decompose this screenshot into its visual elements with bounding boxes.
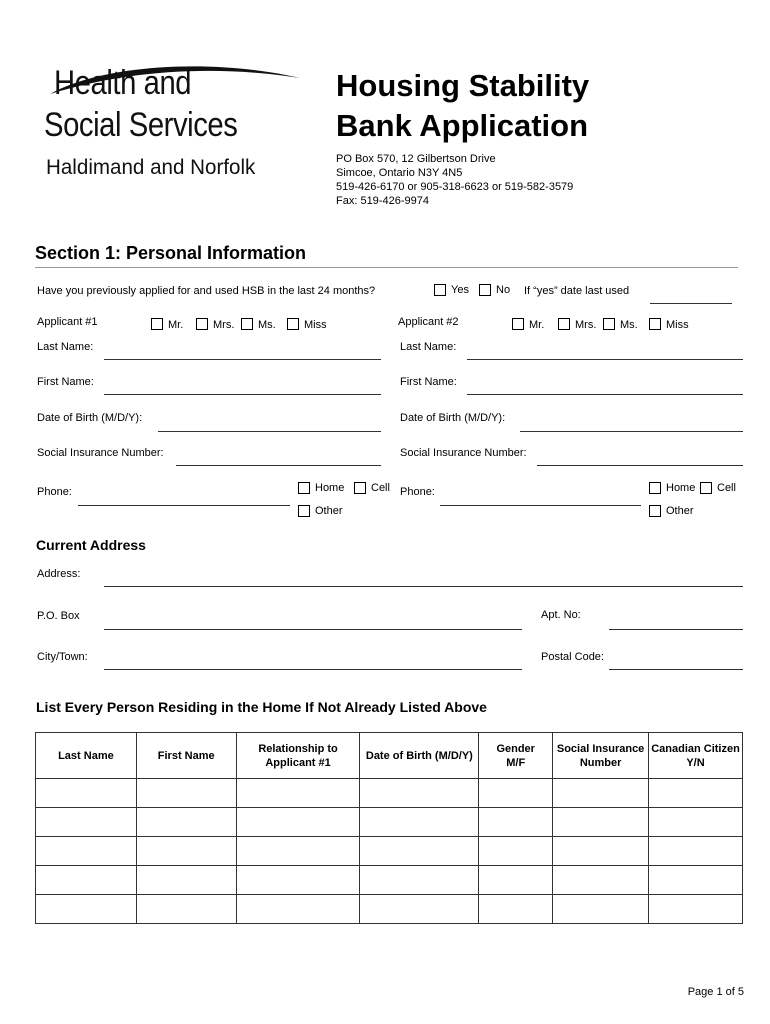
col-dob: Date of Birth (M/D/Y) xyxy=(360,733,479,779)
applicant-2-home-label: Home xyxy=(666,482,696,494)
applicant-2-ms-checkbox[interactable] xyxy=(603,318,615,330)
logo-line-2: Social Services xyxy=(44,106,238,144)
applicant-1-phone-label: Phone: xyxy=(37,486,72,498)
table-cell[interactable] xyxy=(360,779,479,808)
applicant-1-last-name-field[interactable] xyxy=(104,359,381,360)
table-cell[interactable] xyxy=(649,837,743,866)
postal-code-label: Postal Code: xyxy=(541,651,604,663)
col-citizen: Canadian Citizen Y/N xyxy=(649,733,743,779)
table-cell[interactable] xyxy=(136,779,236,808)
applicant-2-sin-field[interactable] xyxy=(537,465,743,466)
address-line-3: 519-426-6170 or 905-318-6623 or 519-582-3579 xyxy=(336,181,574,193)
city-town-label: City/Town: xyxy=(37,651,88,663)
applicant-1-ms-label: Ms. xyxy=(258,319,276,331)
table-cell[interactable] xyxy=(553,837,649,866)
office-address xyxy=(336,152,573,208)
applicant-1-first-name-label: First Name: xyxy=(37,376,94,388)
applicant-2-other-label: Other xyxy=(666,505,694,517)
applicant-1-other-label: Other xyxy=(315,505,343,517)
applicant-2-first-name-label: First Name: xyxy=(400,376,457,388)
table-cell[interactable] xyxy=(553,895,649,924)
logo-line-3: Haldimand and Norfolk xyxy=(46,156,256,179)
table-cell[interactable] xyxy=(236,779,360,808)
table-row xyxy=(36,779,743,808)
col-sin: Social Insurance Number xyxy=(553,733,649,779)
table-cell[interactable] xyxy=(479,895,553,924)
city-town-field[interactable] xyxy=(104,669,522,670)
table-cell[interactable] xyxy=(236,837,360,866)
applicant-1-label: Applicant #1 xyxy=(37,316,98,328)
applicant-1-last-name-label: Last Name: xyxy=(37,341,94,353)
table-cell[interactable] xyxy=(136,837,236,866)
applicant-1-mr-checkbox[interactable] xyxy=(151,318,163,330)
document-title xyxy=(336,66,589,146)
applicant-1-mrs-label: Mrs. xyxy=(213,319,235,331)
table-cell[interactable] xyxy=(360,866,479,895)
table-cell[interactable] xyxy=(479,779,553,808)
table-row xyxy=(36,837,743,866)
applicant-1-cell-checkbox[interactable] xyxy=(354,482,366,494)
applicant-2-last-name-label: Last Name: xyxy=(400,341,457,353)
col-gender: Gender M/F xyxy=(479,733,553,779)
address-label: Address: xyxy=(37,568,81,580)
table-cell[interactable] xyxy=(649,779,743,808)
table-cell[interactable] xyxy=(479,866,553,895)
table-cell[interactable] xyxy=(36,866,137,895)
table-cell[interactable] xyxy=(236,895,360,924)
table-cell[interactable] xyxy=(236,866,360,895)
applicant-1-dob-field[interactable] xyxy=(158,431,381,432)
previous-yes-label: Yes xyxy=(451,284,469,296)
table-cell[interactable] xyxy=(136,866,236,895)
table-row xyxy=(36,866,743,895)
applicant-1-sin-field[interactable] xyxy=(176,465,381,466)
table-cell[interactable] xyxy=(360,895,479,924)
col-first-name: First Name xyxy=(136,733,236,779)
title-line-1: Housing Stability xyxy=(336,68,590,103)
col-last-name: Last Name xyxy=(36,733,137,779)
applicant-2-home-checkbox[interactable] xyxy=(649,482,661,494)
applicant-1-phone-field[interactable] xyxy=(78,505,290,506)
table-cell[interactable] xyxy=(553,866,649,895)
col-relationship: Relationship to Applicant #1 xyxy=(236,733,360,779)
organization-logo xyxy=(44,56,306,186)
applicant-1-miss-checkbox[interactable] xyxy=(287,318,299,330)
applicant-1-other-checkbox[interactable] xyxy=(298,505,310,517)
previous-no-checkbox[interactable] xyxy=(479,284,491,296)
title-line-2: Bank Application xyxy=(336,108,589,143)
postal-code-field[interactable] xyxy=(609,669,743,670)
address-line-2: Simcoe, Ontario N3Y 4N5 xyxy=(336,167,463,179)
table-cell[interactable] xyxy=(136,808,236,837)
applicant-2-mrs-checkbox[interactable] xyxy=(558,318,570,330)
applicant-2-mrs-label: Mrs. xyxy=(575,319,597,331)
applicant-2-first-name-field[interactable] xyxy=(467,394,743,395)
residents-table xyxy=(35,732,743,924)
table-cell[interactable] xyxy=(360,837,479,866)
previous-yes-checkbox[interactable] xyxy=(434,284,446,296)
section-1-title: Section 1: Personal Information xyxy=(35,243,307,263)
table-cell[interactable] xyxy=(36,808,137,837)
applicant-1-home-checkbox[interactable] xyxy=(298,482,310,494)
table-cell[interactable] xyxy=(36,779,137,808)
table-row xyxy=(36,895,743,924)
date-last-used-field[interactable] xyxy=(650,303,732,304)
table-cell[interactable] xyxy=(649,866,743,895)
residents-title: List Every Person Residing in the Home If Not Already Listed Above xyxy=(36,699,487,715)
table-row xyxy=(36,808,743,837)
applicant-1-cell-label: Cell xyxy=(371,482,390,494)
applicant-2-sin-label: Social Insurance Number: xyxy=(400,447,527,459)
table-cell[interactable] xyxy=(553,779,649,808)
table-cell[interactable] xyxy=(649,808,743,837)
applicant-1-sin-label: Social Insurance Number: xyxy=(37,447,164,459)
address-line-4: Fax: 519-426-9974 xyxy=(336,195,429,207)
address-line-1: PO Box 570, 12 Gilbertson Drive xyxy=(336,153,496,165)
current-address-title: Current Address xyxy=(36,537,146,553)
apt-no-field[interactable] xyxy=(609,629,743,630)
table-cell[interactable] xyxy=(553,808,649,837)
table-cell[interactable] xyxy=(479,808,553,837)
previous-hsb-question: Have you previously applied for and used HSB in the last 24 months? xyxy=(37,285,376,297)
po-box-label: P.O. Box xyxy=(37,610,80,622)
residents-header-row xyxy=(36,733,743,779)
address-field[interactable] xyxy=(104,586,743,587)
applicant-2-phone-field[interactable] xyxy=(440,505,641,506)
applicant-2-cell-label: Cell xyxy=(717,482,736,494)
applicant-1-home-label: Home xyxy=(315,482,345,494)
applicant-2-label: Applicant #2 xyxy=(398,316,459,328)
applicant-1-ms-checkbox[interactable] xyxy=(241,318,253,330)
applicant-2-dob-label: Date of Birth (M/D/Y): xyxy=(400,412,506,424)
if-yes-label: If “yes” date last used xyxy=(524,285,630,297)
table-cell[interactable] xyxy=(36,895,137,924)
section-divider xyxy=(35,267,738,268)
applicant-2-mr-checkbox[interactable] xyxy=(512,318,524,330)
applicant-2-other-checkbox[interactable] xyxy=(649,505,661,517)
po-box-field[interactable] xyxy=(104,629,522,630)
applicant-2-miss-checkbox[interactable] xyxy=(649,318,661,330)
applicant-2-miss-label: Miss xyxy=(666,319,689,331)
applicant-2-ms-label: Ms. xyxy=(620,319,638,331)
table-cell[interactable] xyxy=(136,895,236,924)
applicant-1-dob-label: Date of Birth (M/D/Y): xyxy=(37,412,143,424)
applicant-2-dob-field[interactable] xyxy=(520,431,743,432)
applicant-2-phone-label: Phone: xyxy=(400,486,435,498)
page-number: Page 1 of 5 xyxy=(687,986,744,998)
applicant-2-cell-checkbox[interactable] xyxy=(700,482,712,494)
applicant-1-first-name-field[interactable] xyxy=(104,394,381,395)
table-cell[interactable] xyxy=(479,837,553,866)
table-cell[interactable] xyxy=(236,808,360,837)
applicant-1-mr-label: Mr. xyxy=(168,319,184,331)
logo-line-1: Health and xyxy=(54,64,192,102)
applicant-1-mrs-checkbox[interactable] xyxy=(196,318,208,330)
apt-no-label: Apt. No: xyxy=(541,609,581,621)
table-cell[interactable] xyxy=(36,837,137,866)
table-cell[interactable] xyxy=(360,808,479,837)
table-cell[interactable] xyxy=(649,895,743,924)
previous-no-label: No xyxy=(496,284,511,296)
applicant-2-last-name-field[interactable] xyxy=(467,359,743,360)
applicant-1-miss-label: Miss xyxy=(304,319,327,331)
applicant-2-mr-label: Mr. xyxy=(529,319,545,331)
